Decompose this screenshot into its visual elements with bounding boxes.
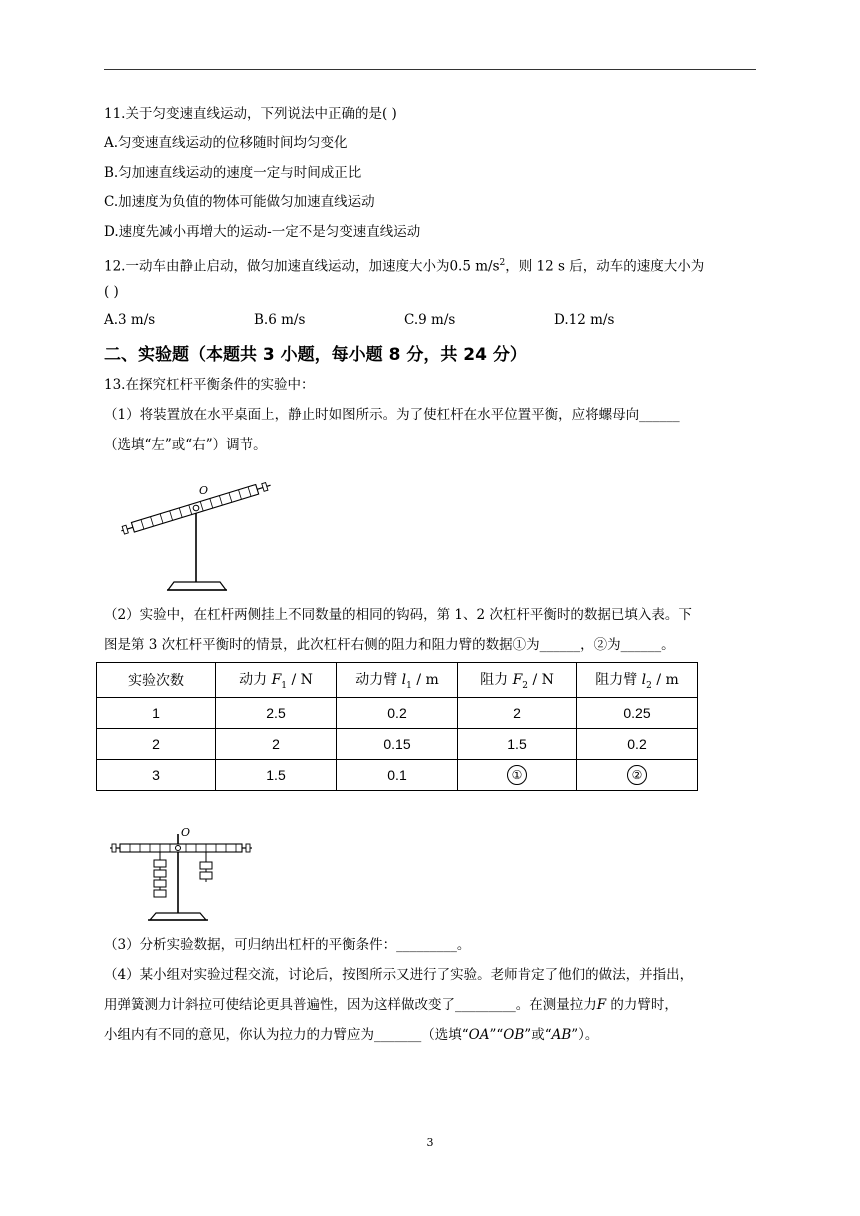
table-cell bbox=[458, 760, 577, 791]
q12-stem-a: 12.一动车由静止启动，做匀加速直线运动，加速度大小为 bbox=[104, 258, 450, 275]
q12-option-d: D.12 m/s bbox=[554, 312, 615, 328]
table-cell: 1.5 bbox=[458, 729, 577, 760]
pivot-label-o: O bbox=[199, 484, 209, 497]
q13-part4-line3-d: ”）。 bbox=[571, 1027, 599, 1043]
q12-accel: 0.5 m/s bbox=[449, 258, 500, 275]
table-cell: 1 bbox=[97, 698, 216, 729]
table-cell: 2.5 bbox=[216, 698, 337, 729]
header-f1: 动力 $F_1$ / N bbox=[216, 663, 337, 698]
q12-option-c: C.9 m/s bbox=[404, 312, 456, 328]
table-cell bbox=[577, 760, 698, 791]
var-ab: AB bbox=[551, 1027, 572, 1043]
q13-part2-line1: （2）实验中，在杠杆两侧挂上不同数量的相同的钩码，第 1、2 次杠杆平衡时的数据已填入表。下 bbox=[104, 607, 692, 623]
table-cell: 0.2 bbox=[577, 729, 698, 760]
header-l2: 阻力臂 $l_2$ / m bbox=[577, 663, 698, 698]
table-cell: 2 bbox=[458, 698, 577, 729]
header-rule bbox=[104, 69, 756, 70]
q13-part4-line2-b: 的力臂时， bbox=[610, 997, 678, 1013]
blank-marker-2: ② bbox=[627, 765, 647, 785]
q13-part3: （3）分析实验数据，可归纳出杠杆的平衡条件：_________。 bbox=[104, 937, 471, 953]
table-row bbox=[97, 698, 698, 729]
q13-part1-line2: （选填“左”或“右”）调节。 bbox=[104, 437, 267, 453]
table-cell: 0.2 bbox=[337, 698, 458, 729]
q12-accel-exp: 2 bbox=[499, 258, 506, 268]
q13-part4-line1: （4）某小组对实验过程交流，讨论后，按图所示又进行了实验。老师肯定了他们的做法，并指出， bbox=[104, 967, 694, 983]
q11-stem: 11.关于匀变速直线运动，下列说法中正确的是( ) bbox=[104, 106, 397, 122]
table-row bbox=[97, 760, 698, 791]
table-cell: 2 bbox=[97, 729, 216, 760]
q11-option-d: D.速度先减小再增大的运动-一定不是匀变速直线运动 bbox=[104, 224, 421, 240]
q13-part4-line2-a: 用弹簧测力计斜拉可使结论更具普遍性，因为这样做改变了_________。在测量拉力 bbox=[104, 997, 597, 1013]
table-row bbox=[97, 729, 698, 760]
table-cell: 0.25 bbox=[577, 698, 698, 729]
balanced-lever-figure bbox=[106, 824, 256, 924]
q12-option-a: A.3 m/s bbox=[104, 312, 156, 328]
lever-data-table bbox=[96, 662, 698, 791]
header-trial: 实验次数 bbox=[97, 663, 216, 698]
pivot-label-o: O bbox=[181, 826, 191, 839]
q13-part4-line3-b: ”“ bbox=[489, 1027, 504, 1043]
q12-option-b: B.6 m/s bbox=[254, 312, 306, 328]
var-f: F bbox=[596, 997, 607, 1013]
table-cell: 0.15 bbox=[337, 729, 458, 760]
var-ob: OB bbox=[503, 1027, 525, 1043]
table-cell: 1.5 bbox=[216, 760, 337, 791]
q12-stem-b: ，则 12 s 后，动车的速度大小为 bbox=[505, 258, 705, 275]
q12-stem bbox=[104, 254, 704, 276]
table-cell: 3 bbox=[97, 760, 216, 791]
tilted-lever-figure bbox=[112, 474, 282, 598]
q13-part1-line1: （1）将装置放在水平桌面上，静止时如图所示。为了使杠杆在水平位置平衡，应将螺母向______ bbox=[104, 407, 680, 423]
q13-part2-line2: 图是第 3 次杠杆平衡时的情景，此次杠杆右侧的阻力和阻力臂的数据①为______，②为______。 bbox=[104, 637, 675, 653]
header-l1: 动力臂 $l_1$ / m bbox=[337, 663, 458, 698]
q13-part4-line2 bbox=[104, 996, 678, 1014]
var-oa: OA bbox=[468, 1027, 490, 1043]
q13-part4-line3-a: 小组内有不同的意见，你认为拉力的力臂应为_______（选填“ bbox=[104, 1027, 469, 1043]
q13-part4-line3 bbox=[104, 1026, 598, 1044]
header-f2: 阻力 $F_2$ / N bbox=[458, 663, 577, 698]
table-cell: 2 bbox=[216, 729, 337, 760]
q11-option-b: B.匀加速直线运动的速度一定与时间成正比 bbox=[104, 165, 362, 181]
page-number: 3 bbox=[426, 1136, 434, 1149]
q12-paren: ( ) bbox=[104, 284, 119, 300]
section-heading: 二、实验题（本题共 3 小题，每小题 8 分，共 24 分） bbox=[104, 345, 527, 365]
table-cell: 0.1 bbox=[337, 760, 458, 791]
blank-marker-1: ① bbox=[507, 765, 527, 785]
q11-option-c: C.加速度为负值的物体可能做匀加速直线运动 bbox=[104, 194, 375, 210]
q11-option-a: A.匀变速直线运动的位移随时间均匀变化 bbox=[104, 135, 348, 151]
table-header-row bbox=[97, 663, 698, 698]
q13-part4-line3-c: ”或“ bbox=[524, 1027, 552, 1043]
q13-stem: 13.在探究杠杆平衡条件的实验中： bbox=[104, 377, 315, 393]
